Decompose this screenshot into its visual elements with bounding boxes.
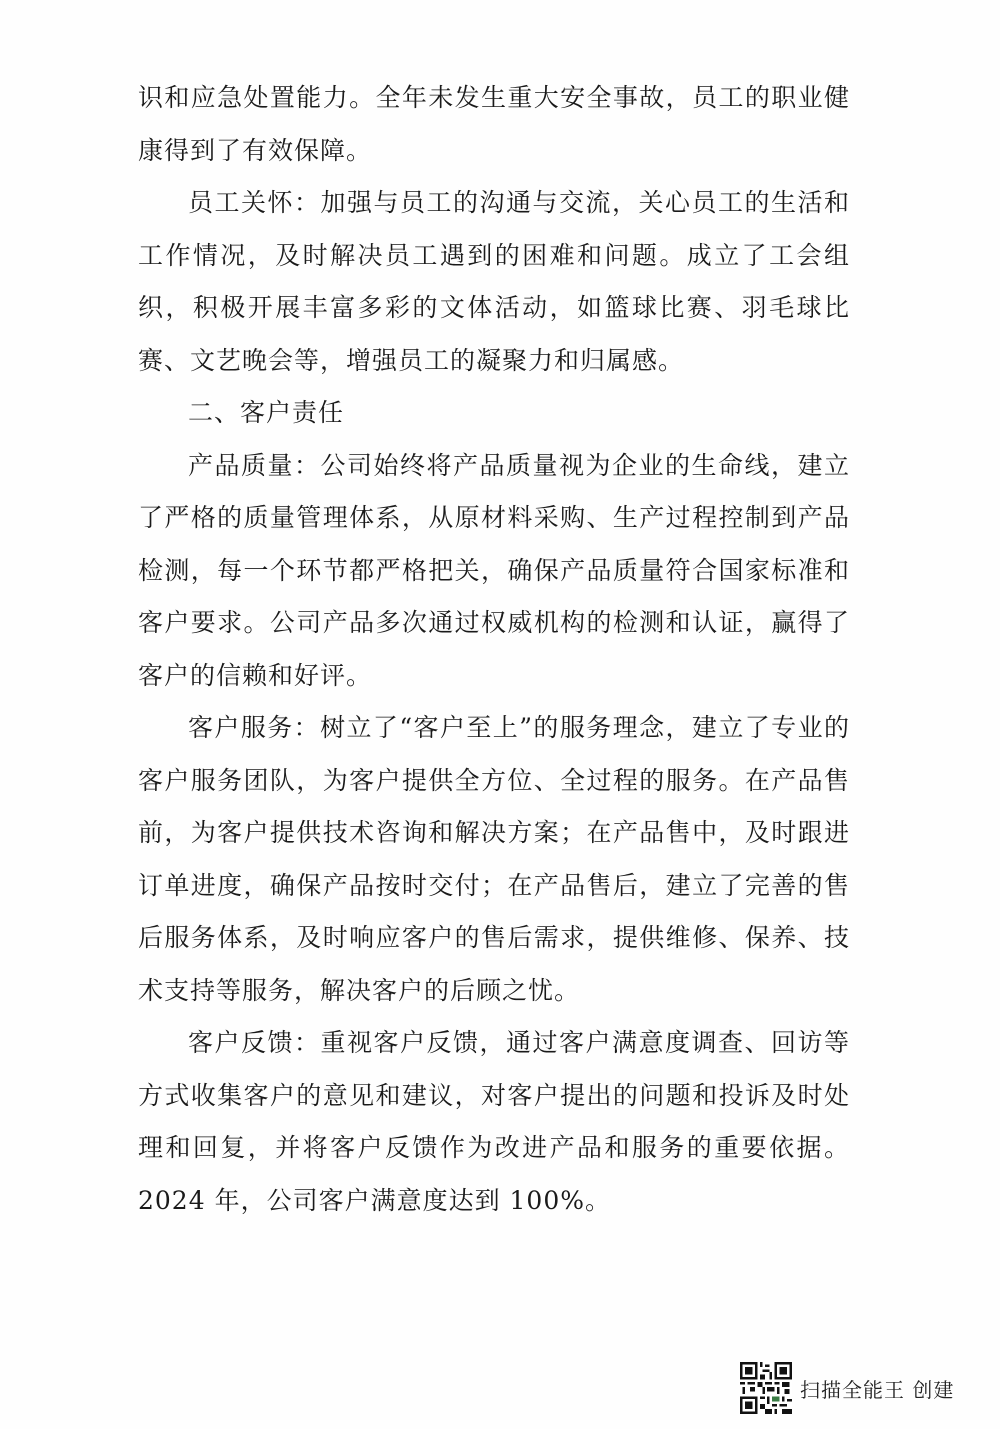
document-body (138, 72, 850, 1227)
paragraph-employee-care: 员工关怀：加强与员工的沟通与交流，关心员工的生活和工作情况，及时解决员工遇到的困难和问题。成立了工会组织，积极开展丰富多彩的文体活动，如篮球比赛、羽毛球比赛、文艺晚会等，增强员工的凝聚力和归属感。 (138, 188, 850, 375)
paragraph-safety-continuation: 识和应急处置能力。全年未发生重大安全事故，员工的职业健康得到了有效保障。 (138, 83, 850, 165)
paragraph-customer-service: 客户服务：树立了“客户至上”的服务理念，建立了专业的客户服务团队，为客户提供全方位、全过程的服务。在产品售前，为客户提供技术咨询和解决方案；在产品售中，及时跟进订单进度，确保产品按时交付；在产品售后，建立了完善的售后服务体系，及时响应客户的售后需求，提供维修、保养、技术支持等服务，解决客户的后顾之忧。 (138, 713, 850, 1005)
paragraph-product-quality: 产品质量：公司始终将产品质量视为企业的生命线，建立了严格的质量管理体系，从原材料采购、生产过程控制到产品检测，每一个环节都严格把关，确保产品质量符合国家标准和客户要求。公司产品多次通过权威机构的检测和认证，赢得了客户的信赖和好评。 (138, 450, 850, 690)
section-heading-customer-responsibility: 二、客户责任 (188, 398, 345, 427)
qr-code-icon (740, 1362, 792, 1414)
paragraph-customer-feedback: 客户反馈：重视客户反馈，通过客户满意度调查、回访等方式收集客户的意见和建议，对客户提出的问题和投诉及时处理和回复，并将客户反馈作为改进产品和服务的重要依据。2024 年，公司客户满意度达到 100%。 (138, 1028, 850, 1215)
scanner-watermark (740, 1362, 954, 1414)
watermark-label: 扫描全能王 创建 (800, 1377, 955, 1402)
